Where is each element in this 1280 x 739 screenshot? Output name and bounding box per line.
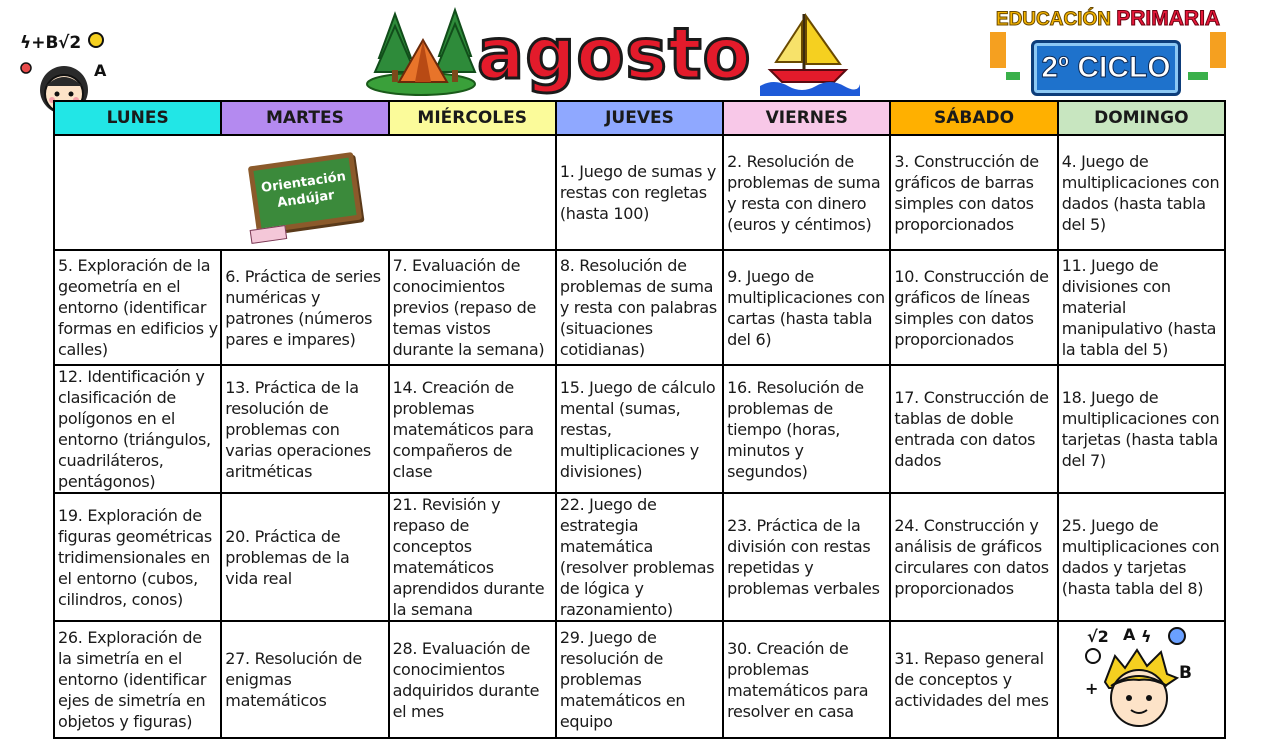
svg-text:ϟ: ϟ	[1141, 627, 1152, 646]
day-cell: 6. Práctica de series numéricas y patrones (números pares e impares)	[221, 250, 388, 365]
day-cell: 15. Juego de cálculo mental (sumas, restas, multiplicaciones y divisiones)	[556, 365, 723, 493]
cycle-badge: 2º CICLO	[1031, 40, 1181, 96]
day-cell: 13. Práctica de la resolución de problemas con varias operaciones aritméticas	[221, 365, 388, 493]
day-cell: 9. Juego de multiplicaciones con cartas (hasta tabla del 6)	[723, 250, 890, 365]
day-cell: 12. Identificación y clasificación de polígonos en el entorno (triángulos, cuadriláteros, pentágonos)	[54, 365, 221, 493]
sailboat-icon	[760, 6, 860, 96]
month-title-banner	[365, 6, 860, 98]
boy-math-cell	[1058, 621, 1225, 738]
camping-tent-icon	[365, 6, 480, 96]
day-cell: 22. Juego de estrategia matemática (resolver problemas de lógica y razonamiento)	[556, 493, 723, 621]
chalkboard-text: Orientación Andújar	[260, 168, 347, 211]
svg-text:√2: √2	[1087, 627, 1110, 646]
svg-text:B: B	[1179, 663, 1193, 683]
weekday-header: DOMINGO	[1058, 101, 1225, 135]
weekday-header: JUEVES	[556, 101, 723, 135]
svg-text:√2: √2	[58, 33, 82, 53]
books-icon	[250, 225, 288, 244]
month-title: agosto	[477, 13, 752, 95]
day-cell: 16. Resolución de problemas de tiempo (horas, minutos y segundos)	[723, 365, 890, 493]
day-cell: 14. Creación de problemas matemáticos para compañeros de clase	[389, 365, 556, 493]
svg-text:ϟ+B: ϟ+B	[20, 33, 59, 53]
day-cell: 8. Resolución de problemas de suma y resta con palabras (situaciones cotidianas)	[556, 250, 723, 365]
logo-title: EDUCACIÓN PRIMARIA	[995, 7, 1221, 30]
day-cell: 27. Resolución de enigmas matemáticos	[221, 621, 388, 738]
svg-text:A: A	[1123, 625, 1136, 644]
day-cell: 1. Juego de sumas y restas con regletas (hasta 100)	[556, 135, 723, 250]
weekday-header: SÁBADO	[890, 101, 1057, 135]
weekday-header: MIÉRCOLES	[389, 101, 556, 135]
day-cell: 25. Juego de multiplicaciones con dados y tarjetas (hasta tabla del 8)	[1058, 493, 1225, 621]
day-cell: 28. Evaluación de conocimientos adquiridos durante el mes	[389, 621, 556, 738]
week-row	[54, 250, 1225, 365]
day-cell: 17. Construcción de tablas de doble entrada con datos dados	[890, 365, 1057, 493]
education-logo	[988, 6, 1228, 96]
day-cell: 3. Construcción de gráficos de barras simples con datos proporcionados	[890, 135, 1057, 250]
day-cell: 19. Exploración de figuras geométricas tridimensionales en el entorno (cubos, cilindros, conos)	[54, 493, 221, 621]
weekday-header-row	[54, 101, 1225, 135]
svg-text:+: +	[1085, 679, 1099, 698]
week-row	[54, 493, 1225, 621]
day-cell: 24. Construcción y análisis de gráficos circulares con datos proporcionados	[890, 493, 1057, 621]
day-cell: 2. Resolución de problemas de suma y resta con dinero (euros y céntimos)	[723, 135, 890, 250]
day-cell: 31. Repaso general de conceptos y actividades del mes	[890, 621, 1057, 738]
svg-text:A: A	[94, 61, 107, 80]
weekday-header: MARTES	[221, 101, 388, 135]
calendar-grid	[53, 100, 1226, 739]
day-cell: 29. Juego de resolución de problemas matemáticos en equipo	[556, 621, 723, 738]
day-cell: 21. Revisión y repaso de conceptos matemáticos aprendidos durante la semana	[389, 493, 556, 621]
day-cell: 23. Práctica de la división con restas repetidas y problemas verbales	[723, 493, 890, 621]
week-row	[54, 135, 1225, 250]
day-cell: 5. Exploración de la geometría en el entorno (identificar formas en edificios y calles)	[54, 250, 221, 365]
day-cell: 11. Juego de divisiones con material manipulativo (hasta la tabla del 5)	[1058, 250, 1225, 365]
boy-math-icon	[1081, 622, 1201, 732]
chalkboard-icon	[248, 151, 362, 233]
day-cell: 7. Evaluación de conocimientos previos (repaso de temas vistos durante la semana)	[389, 250, 556, 365]
day-cell: 26. Exploración de la simetría en el entorno (identificar ejes de simetría en objetos y figuras)	[54, 621, 221, 738]
day-cell: 18. Juego de multiplicaciones con tarjetas (hasta tabla del 7)	[1058, 365, 1225, 493]
day-cell: 4. Juego de multiplicaciones con dados (hasta tabla del 5)	[1058, 135, 1225, 250]
day-cell: 10. Construcción de gráficos de líneas simples con datos proporcionados	[890, 250, 1057, 365]
day-cell: 20. Práctica de problemas de la vida real	[221, 493, 388, 621]
week-row	[54, 365, 1225, 493]
weekday-header: VIERNES	[723, 101, 890, 135]
week-row	[54, 621, 1225, 738]
lead-image-cell	[54, 135, 556, 250]
day-cell: 30. Creación de problemas matemáticos para resolver en casa	[723, 621, 890, 738]
weekday-header: LUNES	[54, 101, 221, 135]
